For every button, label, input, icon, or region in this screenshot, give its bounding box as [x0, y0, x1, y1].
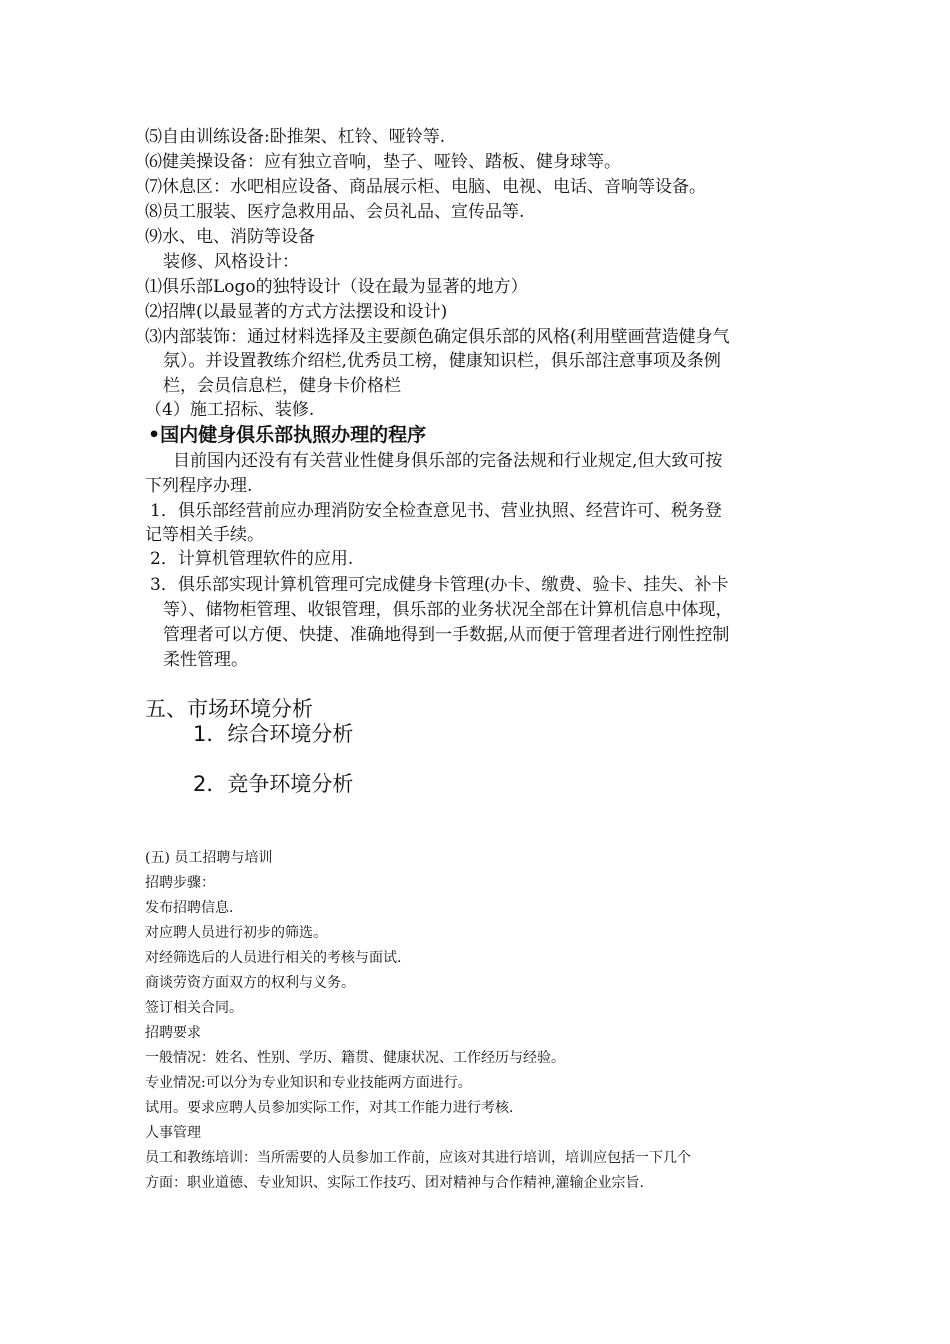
- decoration-line: 栏，会员信息栏，健身卡价格栏: [163, 376, 401, 396]
- recruit-line: 发布招聘信息.: [145, 900, 234, 916]
- license-step: 2．计算机管理软件的应用.: [150, 549, 354, 569]
- license-heading: •国内健身俱乐部执照办理的程序: [148, 424, 427, 446]
- recruit-line: 招聘要求: [145, 1025, 201, 1041]
- market-title: 五、市场环境分析: [145, 697, 313, 721]
- license-step: 1．俱乐部经营前应办理消防安全检查意见书、营业执照、经营许可、税务登: [150, 501, 722, 521]
- recruit-line: 试用。要求应聘人员参加实际工作，对其工作能力进行考核.: [145, 1100, 514, 1116]
- decoration-line: 氛）。并设置教练介绍栏,优秀员工榜，健康知识栏，俱乐部注意事项及条例: [163, 351, 721, 371]
- decoration-title: 装修、风格设计：: [163, 252, 299, 272]
- market-sub-2: 2．竞争环境分析: [193, 772, 354, 796]
- recruit-line: 一般情况：姓名、性别、学历、籍贯、健康状况、工作经历与经验。: [145, 1050, 565, 1066]
- recruit-line: 员工和教练培训：当所需要的人员参加工作前，应该对其进行培训，培训应包括一下几个: [145, 1150, 691, 1166]
- recruit-line: 签订相关合同。: [145, 1000, 243, 1016]
- market-sub-1: 1．综合环境分析: [193, 722, 354, 746]
- equipment-line: ⑺休息区：水吧相应设备、商品展示柜、电脑、电视、电话、音响等设备。: [145, 177, 706, 197]
- recruit-line: 对应聘人员进行初步的筛选。: [145, 925, 327, 941]
- equipment-line: ⑻员工服装、医疗急救用品、会员礼品、宣传品等.: [145, 202, 525, 222]
- license-intro: 下列程序办理.: [145, 476, 253, 496]
- equipment-line: ⑸自由训练设备:卧推架、杠铃、哑铃等.: [145, 127, 446, 147]
- recruit-line: 方面：职业道德、专业知识、实际工作技巧、团对精神与合作精神,灌输企业宗旨.: [145, 1175, 644, 1191]
- license-intro: 目前国内还没有有关营业性健身俱乐部的完备法规和行业规定,但大致可按: [173, 451, 723, 471]
- license-step: 等）、储物柜管理、收银管理，俱乐部的业务状况全部在计算机信息中体现，: [163, 600, 733, 620]
- license-step: 3．俱乐部实现计算机管理可完成健身卡管理(办卡、缴费、验卡、挂失、补卡: [150, 575, 729, 595]
- decoration-line: ⑴俱乐部Logo的独特设计（设在最为显著的地方）: [145, 277, 528, 297]
- decoration-line: ⑶内部装饰：通过材料选择及主要颜色确定俱乐部的风格(利用壁画营造健身气: [145, 327, 730, 347]
- equipment-line: ⑼水、电、消防等设备: [145, 227, 315, 247]
- recruit-line: 商谈劳资方面双方的权利与义务。: [145, 975, 355, 991]
- license-step: 记等相关手续。: [145, 525, 264, 545]
- decoration-line: （4）施工招标、装修.: [145, 400, 315, 420]
- recruit-line: 招聘步骤：: [145, 875, 215, 891]
- license-step: 柔性管理。: [163, 650, 248, 670]
- license-step: 管理者可以方便、快捷、准确地得到一手数据,从而便于管理者进行刚性控制: [163, 625, 730, 645]
- recruit-line: (五) 员工招聘与培训: [145, 850, 273, 866]
- recruit-line: 专业情况:可以分为专业知识和专业技能两方面进行。: [145, 1075, 472, 1091]
- decoration-line: ⑵招牌(以最显著的方式方法摆设和设计): [145, 302, 448, 322]
- recruit-line: 人事管理: [145, 1125, 201, 1141]
- equipment-line: ⑹健美操设备：应有独立音响，垫子、哑铃、踏板、健身球等。: [145, 152, 621, 172]
- recruit-line: 对经筛选后的人员进行相关的考核与面试.: [145, 950, 402, 966]
